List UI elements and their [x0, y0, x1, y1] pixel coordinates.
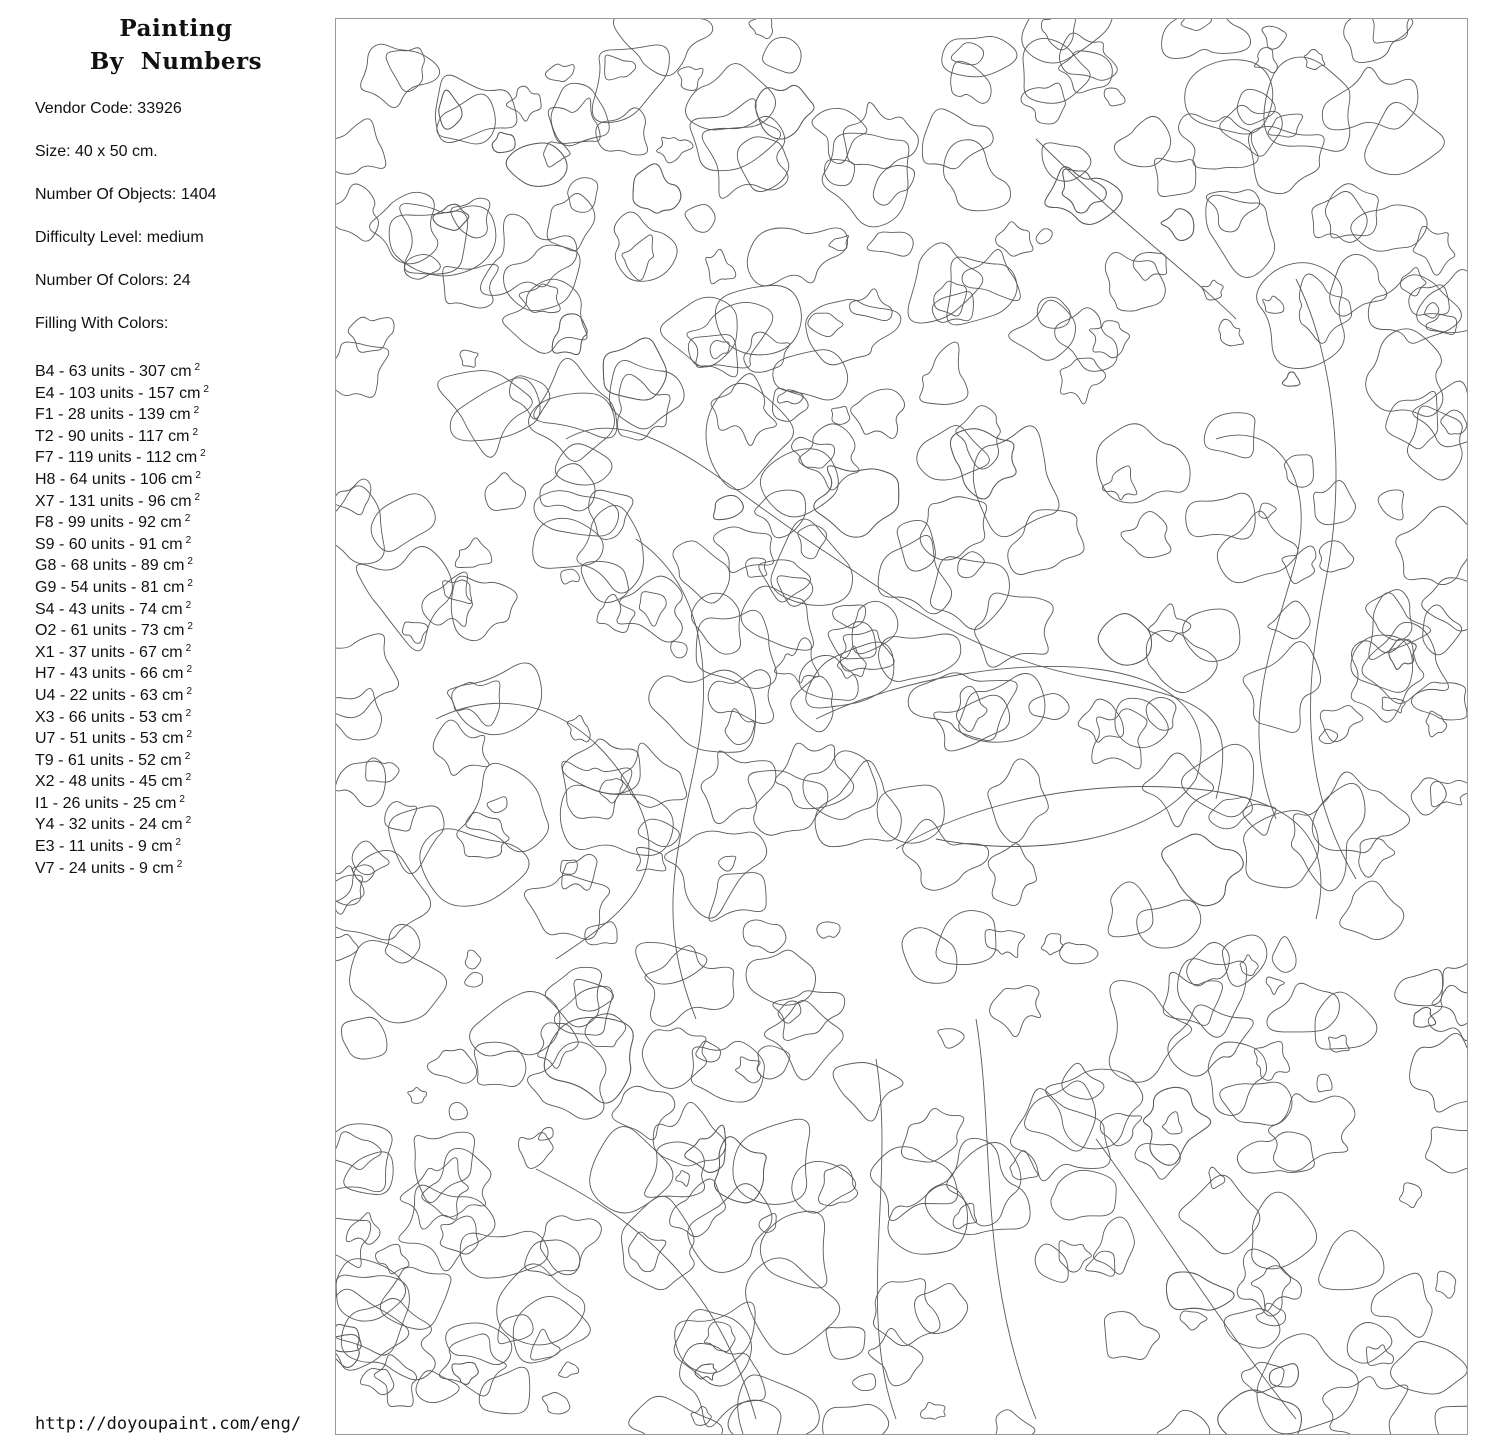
area-unit-superscript: 2: [185, 534, 192, 546]
color-list-item: [35, 487, 209, 509]
color-item-text: S9 - 60 units - 91 cm: [35, 535, 183, 553]
area-unit-superscript: 2: [194, 491, 201, 503]
color-item-text: G8 - 68 units - 89 cm: [35, 557, 185, 575]
color-item-text: H8 - 64 units - 106 cm: [35, 470, 193, 488]
coloring-canvas: [335, 18, 1468, 1435]
color-list-item: [35, 443, 209, 465]
area-unit-superscript: 2: [187, 577, 193, 589]
color-list-item: [35, 357, 209, 379]
color-item-text: U7 - 51 units - 53 cm: [35, 730, 184, 748]
color-item-text: X3 - 66 units - 53 cm: [35, 708, 183, 726]
color-list-item: [35, 530, 209, 552]
area-unit-superscript: 2: [186, 685, 193, 697]
color-list-item: [35, 767, 209, 789]
area-unit-superscript: 2: [176, 858, 183, 870]
color-list-item: [35, 379, 209, 401]
area-unit-superscript: 2: [187, 556, 193, 568]
color-list-item: [35, 854, 209, 876]
color-list-item: [35, 832, 209, 854]
color-list-item: [35, 616, 209, 638]
outline-artwork: [336, 19, 1467, 1434]
color-item-text: F1 - 28 units - 139 cm: [35, 406, 191, 424]
color-item-text: E4 - 103 units - 157 cm: [35, 384, 201, 402]
area-unit-superscript: 2: [187, 621, 193, 633]
color-list-item: [35, 810, 209, 832]
area-unit-superscript: 2: [184, 750, 191, 762]
area-unit-superscript: 2: [185, 642, 192, 654]
color-item-text: H7 - 43 units - 66 cm: [35, 665, 184, 683]
area-unit-superscript: 2: [194, 362, 201, 373]
area-unit-superscript: 2: [175, 837, 182, 849]
color-item-text: F8 - 99 units - 92 cm: [35, 514, 182, 532]
area-unit-superscript: 2: [193, 405, 200, 417]
color-item-text: X2 - 48 units - 45 cm: [35, 773, 183, 791]
color-list-item: [35, 703, 209, 725]
color-item-text: I1 - 26 units - 25 cm: [35, 794, 177, 812]
area-unit-superscript: 2: [185, 772, 192, 784]
area-unit-superscript: 2: [186, 729, 193, 741]
difficulty-level: Difficulty Level: medium: [35, 229, 204, 246]
color-list-item: [35, 422, 209, 444]
color-list-item: [35, 595, 209, 617]
color-list-item: [35, 789, 209, 811]
color-item-text: O2 - 61 units - 73 cm: [35, 622, 185, 640]
color-list-item: [35, 465, 209, 487]
area-unit-superscript: 2: [185, 707, 192, 719]
color-item-text: E3 - 11 units - 9 cm: [35, 838, 173, 856]
color-list-item: [35, 573, 209, 595]
area-unit-superscript: 2: [195, 469, 201, 481]
color-list: [35, 357, 209, 875]
area-unit-superscript: 2: [186, 664, 193, 676]
color-item-text: S4 - 43 units - 74 cm: [35, 600, 183, 618]
title-line-1: Painting: [119, 15, 233, 42]
color-item-text: U4 - 22 units - 63 cm: [35, 686, 184, 704]
color-item-text: V7 - 24 units - 9 cm: [35, 859, 174, 877]
info-sidebar: [0, 0, 330, 1453]
area-unit-superscript: 2: [185, 599, 192, 611]
outline-regions: [336, 19, 1467, 1434]
color-item-text: T9 - 61 units - 52 cm: [35, 751, 182, 769]
website-link[interactable]: http://doyoupaint.com/eng/: [35, 1414, 302, 1434]
color-list-item: [35, 508, 209, 530]
object-count: Number Of Objects: 1404: [35, 186, 217, 203]
color-list-item: [35, 551, 209, 573]
color-count: Number Of Colors: 24: [35, 272, 191, 289]
color-list-item: [35, 724, 209, 746]
area-unit-superscript: 2: [179, 793, 185, 805]
color-item-text: G9 - 54 units - 81 cm: [35, 578, 185, 596]
color-item-text: X7 - 131 units - 96 cm: [35, 492, 192, 510]
area-unit-superscript: 2: [184, 513, 191, 525]
color-list-item: [35, 400, 209, 422]
filling-heading: Filling With Colors:: [35, 315, 169, 332]
color-list-item: [35, 659, 209, 681]
area-unit-superscript: 2: [192, 426, 198, 438]
color-item-text: X1 - 37 units - 67 cm: [35, 643, 183, 661]
canvas-size: Size: 40 x 50 cm.: [35, 143, 158, 160]
page-title: [0, 12, 352, 78]
color-item-text: F7 - 119 units - 112 cm: [35, 449, 198, 467]
color-item-text: T2 - 90 units - 117 cm: [35, 427, 190, 445]
color-item-text: B4 - 63 units - 307 cm: [35, 363, 192, 380]
vendor-code: Vendor Code: 33926: [35, 100, 182, 117]
color-item-text: Y4 - 32 units - 24 cm: [35, 816, 183, 834]
area-unit-superscript: 2: [203, 383, 209, 395]
area-unit-superscript: 2: [185, 815, 192, 827]
color-list-item: [35, 681, 209, 703]
spec-list: [35, 98, 216, 356]
color-list-item: [35, 746, 209, 768]
color-list-item: [35, 638, 209, 660]
area-unit-superscript: 2: [200, 448, 206, 460]
title-line-2: By Numbers: [89, 48, 263, 75]
